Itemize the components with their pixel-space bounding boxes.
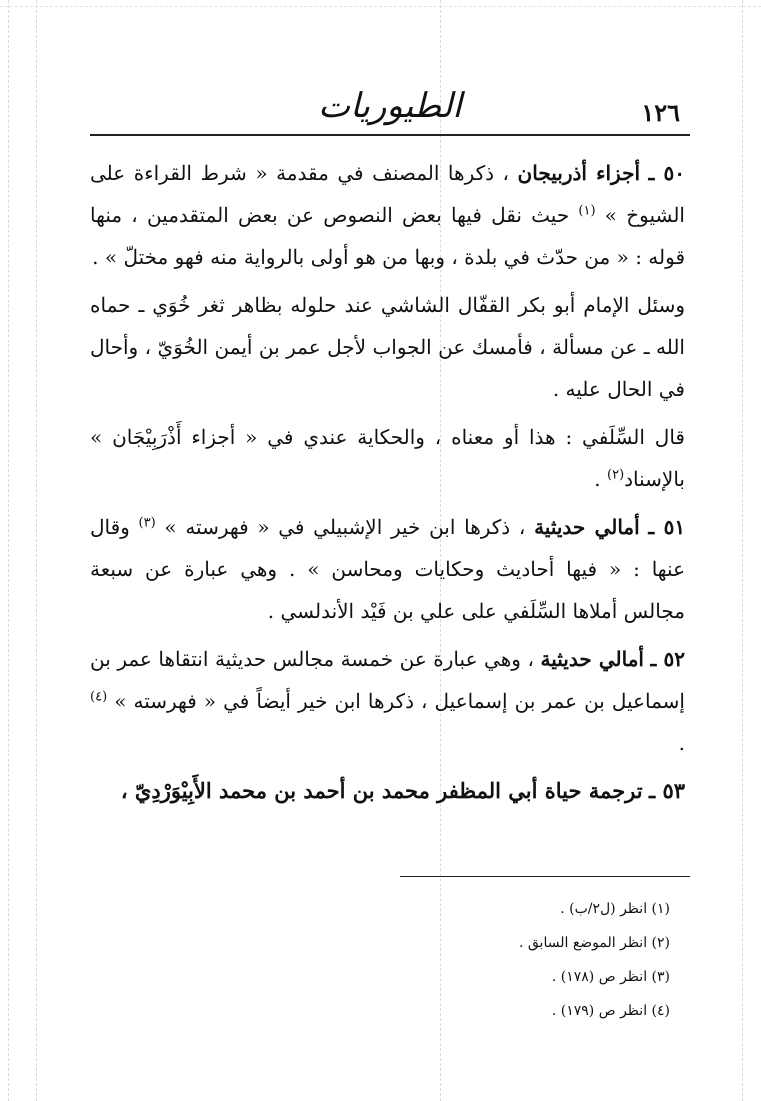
entry-53 <box>90 770 685 812</box>
paragraph-silafi <box>90 416 685 500</box>
footnote-item: (٢) انظر الموضع السابق . <box>518 935 670 951</box>
footnotes <box>380 892 670 1028</box>
entry-text: ، ذكرها المصنف في مقدمة « شرط القراءة على الشيوخ » <box>90 161 685 227</box>
scan-guide-line <box>8 0 9 1101</box>
entry-number: ٥١ ـ <box>648 515 686 539</box>
entry-text: ، وهي عبارة عن خمسة مجالس حديثية انتقاها عمر بن إسماعيل بن عمر بن إسماعيل ، ذكرها ابن خير أيضاً في « فهرسته » <box>90 647 685 713</box>
page-number: ١٢٦ <box>641 98 680 127</box>
main-text <box>90 152 685 818</box>
header-rule <box>90 134 690 136</box>
paragraph-text: قال السِّلَفي : هذا أو معناه ، والحكاية عندي في « أجزاء أَذْرَبِيْجَان » بالإسناد <box>90 425 685 491</box>
entry-text: . <box>678 731 685 755</box>
entry-text: وقال عنها : « فيها أحاديث وحكايات ومحاسن » . وهي عبارة عن سبعة مجالس أملاها السِّلَفي على علي بن فَيْد الأندلسي . <box>90 515 685 623</box>
footnote-rule <box>400 876 690 877</box>
entry-text: حيث نقل فيها بعض النصوص عن بعض المتقدمين ، منها قوله : « من حدّث في بلدة ، وبها من هو أولى بالرواية منه فهو مختلّ » . <box>90 203 685 269</box>
entry-number: ٥٠ ـ <box>648 161 686 185</box>
scan-guide-line <box>36 0 37 1101</box>
footnote-ref: (١) <box>578 203 596 219</box>
paragraph-text: . <box>594 467 601 491</box>
entry-title: أجزاء أذربيجان <box>517 161 641 185</box>
entry-text: ، ذكرها ابن خير الإشبيلي في « فهرسته » <box>164 515 526 539</box>
paragraph-text: وسئل الإمام أبو بكر القفّال الشاشي عند حلوله بظاهر ثغر خُوَي ـ حماه الله ـ عن مسألة ، فأمسك عن الجواب لأجل عمر بن أيمن الخُوَيّ ، وأحال في الحال عليه . <box>90 293 685 401</box>
entry-50 <box>90 152 685 278</box>
entry-title: ترجمة حياة أبي المظفر محمد بن أحمد بن محمد الأَبِيْوَرْدِيّ ، <box>120 778 643 803</box>
entry-number: ٥٢ ـ <box>650 647 686 671</box>
entry-number: ٥٣ ـ <box>648 778 685 803</box>
entry-52 <box>90 638 685 764</box>
entry-title: أمالي حديثية <box>534 515 640 539</box>
footnote-item: (٣) انظر ص (١٧٨) . <box>551 969 670 985</box>
footnote-ref: (٣) <box>138 515 156 531</box>
footnote-item: (٤) انظر ص (١٧٩) . <box>551 1003 670 1019</box>
footnote-ref: (٤) <box>90 689 108 705</box>
footnote-item: (١) انظر (ل٢/ب) . <box>560 901 670 917</box>
running-title: الطيوريات <box>318 86 462 126</box>
entry-51 <box>90 506 685 632</box>
scan-guide-line <box>0 6 761 7</box>
scan-guide-line <box>742 0 743 1101</box>
footnote-ref: (٢) <box>607 467 625 483</box>
entry-title: أمالي حديثية <box>540 647 644 671</box>
paragraph-qaffal <box>90 284 685 410</box>
page-header <box>90 78 690 138</box>
